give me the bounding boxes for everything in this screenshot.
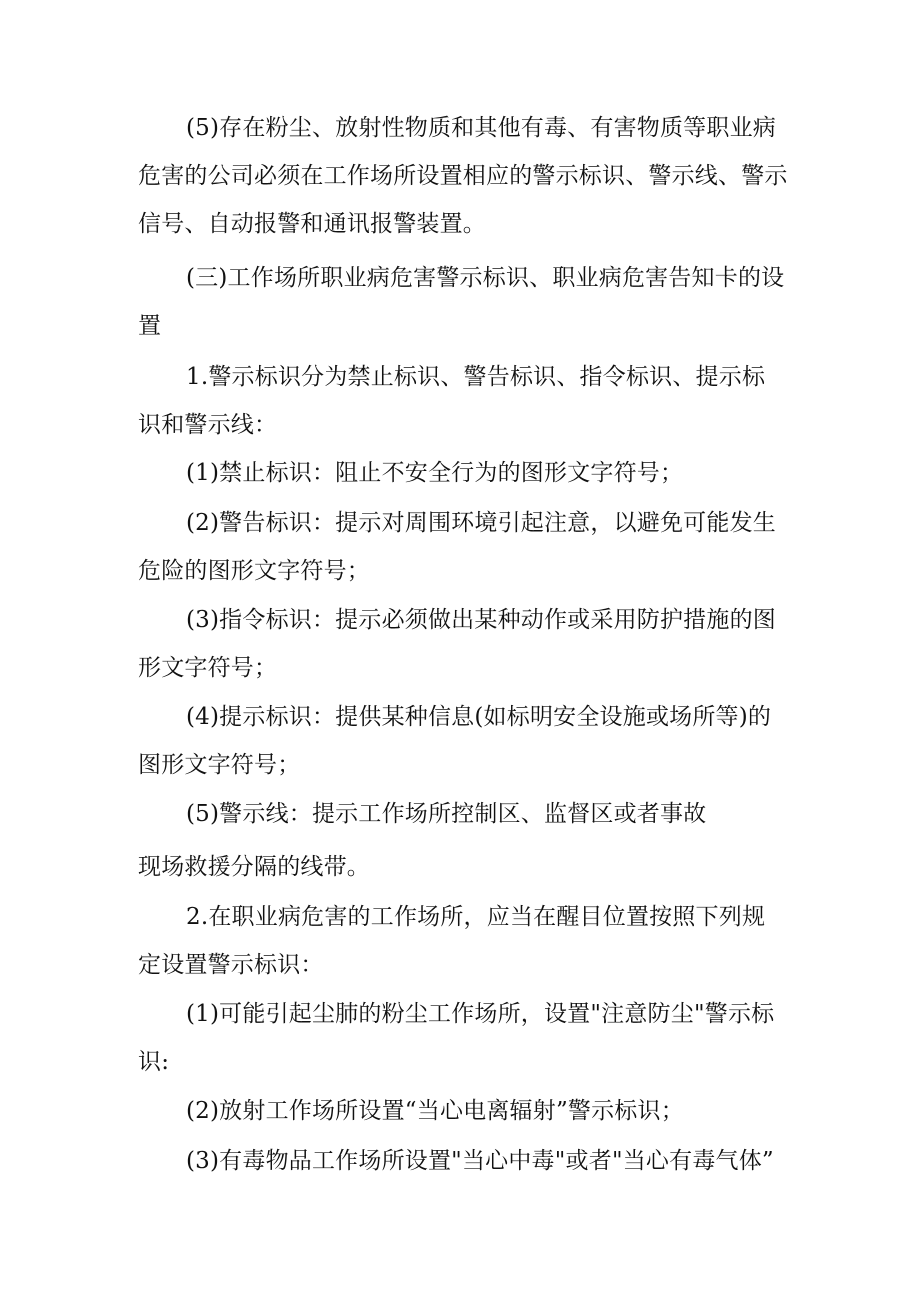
paragraph-sign-placement <box>138 893 788 989</box>
paragraph-warning-line-continued <box>138 843 788 891</box>
text-line: 现场救援分隔的线带。 <box>138 854 370 880</box>
text-line: 信号、自动报警和通讯报警装置。 <box>138 211 486 237</box>
text-line: (4)提示标识：提供某种信息(如标明安全设施或场所等)的 <box>186 704 772 730</box>
text-line: 置 <box>138 313 162 339</box>
paragraph-prohibition-sign <box>138 449 788 497</box>
paragraph-dust-sign <box>138 990 788 1086</box>
text-line: 危险的图形文字符号； <box>138 558 370 584</box>
paragraph-occupational-hazard-warning <box>138 104 788 248</box>
paragraph-warning-line <box>138 790 788 838</box>
text-line: 2.在职业病危害的工作场所，应当在醒目位置按照下列规 <box>186 904 766 930</box>
paragraph-radiation-sign <box>138 1087 788 1135</box>
text-line: 图形文字符号； <box>138 752 301 778</box>
paragraph-warning-sign <box>138 499 788 595</box>
text-line: 1.警示标识分为禁止标识、警告标识、指令标识、提示标 <box>186 364 766 390</box>
paragraph-sign-categories <box>138 353 788 449</box>
text-line: (3)指令标识：提示必须做出某种动作或采用防护措施的图 <box>186 607 776 633</box>
text-line: 识: <box>138 1049 170 1075</box>
paragraph-toxic-sign <box>138 1137 788 1185</box>
text-line: (1)可能引起尘肺的粉尘工作场所，设置"注意防尘"警示标 <box>186 1001 775 1027</box>
text-line: (1)禁止标识：阻止不安全行为的图形文字符号； <box>186 460 684 486</box>
text-line: (5)警示线：提示工作场所控制区、监督区或者事故 <box>186 801 707 827</box>
text-line: (5)存在粉尘、放射性物质和其他有毒、有害物质等职业病 <box>186 115 776 141</box>
text-line: (三)工作场所职业病危害警示标识、职业病危害告知卡的设 <box>186 265 785 291</box>
text-line: (3)有毒物品工作场所设置"当心中毒"或者"当心有毒气体” <box>186 1148 774 1174</box>
paragraph-information-sign <box>138 693 788 789</box>
text-line: 危害的公司必须在工作场所设置相应的警示标识、警示线、警示 <box>138 163 788 189</box>
text-line: 形文字符号； <box>138 655 278 681</box>
text-line: (2)警告标识：提示对周围环境引起注意，以避免可能发生 <box>186 510 776 536</box>
section-heading-warning-signs <box>138 254 788 350</box>
text-line: 定设置警示标识： <box>138 952 324 978</box>
text-line: 识和警示线： <box>138 412 278 438</box>
text-line: (2)放射工作场所设置“当心电离辐射”警示标识； <box>186 1098 684 1124</box>
paragraph-instruction-sign <box>138 596 788 692</box>
